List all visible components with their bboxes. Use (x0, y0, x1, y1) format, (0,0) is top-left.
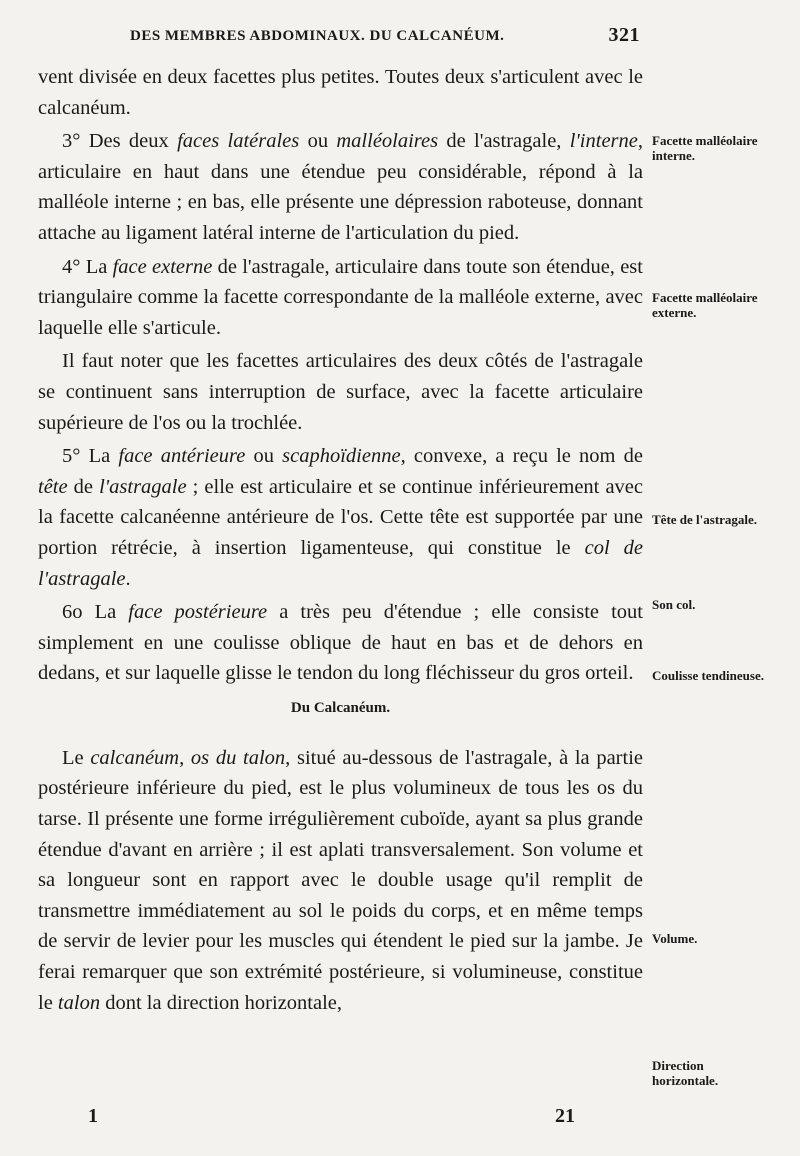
text-run: 5° La (62, 445, 119, 468)
italic-term: scaphoïdienne (282, 445, 401, 468)
margin-note-direction: Direction horizontale. (652, 1058, 719, 1088)
main-text (38, 62, 643, 1018)
italic-term: tête (38, 475, 68, 498)
italic-term: faces latérales (177, 130, 300, 153)
text-run: ou (299, 130, 337, 153)
paragraph-face-anterieure (38, 441, 643, 594)
text-run: , situé au-dessous de l'astragale, à la partie postérieure inférieure du pied, est le plus volumineux de tous les os du tarse. Il présente une forme irrégulièrement cuboïde, ayant sa plus grande étendue d'avant en arrière ; il est aplati transversalement. Son volume et sa longueur sont en rapport avec le double usage qu'il remplit de transmettre immédiatement au sol le poids du corps, et en même temps de servir de levier pour les muscles qui étendent le pied sur la jambe. Je ferai remarquer que son extrémité postérieure, si volumineuse, constitue le (38, 746, 643, 1014)
text-run: dont la direction horizontale, (100, 991, 343, 1014)
text-run: a très peu d'étendue ; elle consiste tout simplement en une coulisse oblique de haut en bas et de dehors en dedans, et sur laquelle glisse le tendon du long fléchisseur du gros orteil. (38, 601, 644, 685)
text-run: . (125, 567, 131, 590)
margin-note-malleolaire-interne: Facette malléolaire interne. (652, 133, 758, 163)
text-run: 3° Des deux (62, 130, 178, 153)
paragraph-face-externe (38, 252, 643, 344)
text-run: de l'astragale, (438, 130, 570, 153)
text-run: , articulaire en haut dans une étendue peu considérable, répond à la malléole interne ; en bas, elle présente une dépression raboteuse, donnant attache au ligament latéral interne de l'articulation du pied. (38, 130, 643, 244)
text-run: ; elle est articulaire et se continue inférieurement avec la facette calcanéenne antérieure de l'os. Cette tête est supportée par une portion rétrécie, à insertion ligamenteuse, qui constitue le (38, 475, 643, 559)
margin-note-col: Son col. (652, 597, 696, 612)
italic-term: l'interne (569, 130, 638, 153)
paragraph-faces-laterales (38, 126, 643, 248)
italic-term: face externe (112, 255, 213, 278)
paragraph-facettes-continuity: Il faut noter que les facettes articulaires des deux côtés de l'astragale se continuent sans interruption de surface, avec la facette articulaire supérieure de l'os ou la trochlée. (38, 350, 643, 434)
text-run: 6o La (62, 601, 129, 624)
italic-term: face postérieure (128, 601, 268, 624)
italic-term: malléolaires (336, 130, 439, 153)
margin-note-volume: Volume. (652, 931, 698, 946)
text-run: ou (245, 445, 283, 468)
signature-mark-right: 21 (555, 1105, 575, 1127)
text-run: de l'astragale, articulaire dans toute son étendue, est triangulaire comme la facette correspondante de la malléole externe, avec laquelle elle s'articule. (38, 255, 643, 339)
paragraph-1: vent divisée en deux facettes plus petites. Toutes deux s'articulent avec le calcanéum. (38, 66, 643, 119)
text-run: 4° La (62, 255, 113, 278)
paragraph-face-posterieure (38, 597, 643, 689)
italic-term: talon (57, 991, 101, 1014)
section-heading: Du Calcanéum. (290, 699, 391, 716)
italic-term: calcanéum, os du talon (90, 746, 286, 769)
text-run: , convexe, a reçu le nom de (400, 445, 644, 468)
italic-term: face antérieure (118, 445, 246, 468)
margin-note-coulisse: Coulisse tendineuse. (652, 668, 764, 683)
paragraph-calcaneum (38, 743, 643, 1018)
page-number: 321 (608, 24, 640, 46)
margin-note-tete: Tête de l'astragale. (652, 512, 758, 527)
text-run: Le (62, 746, 91, 769)
italic-term: l'astragale (99, 475, 187, 498)
signature-mark-left: 1 (88, 1105, 98, 1127)
italic-term: col de l'astragale (38, 536, 643, 590)
text-run: de (67, 475, 100, 498)
margin-note-malleolaire-externe: Facette malléolaire externe. (652, 290, 758, 320)
running-title: DES MEMBRES ABDOMINAUX. DU CALCANÉUM. (130, 28, 505, 44)
